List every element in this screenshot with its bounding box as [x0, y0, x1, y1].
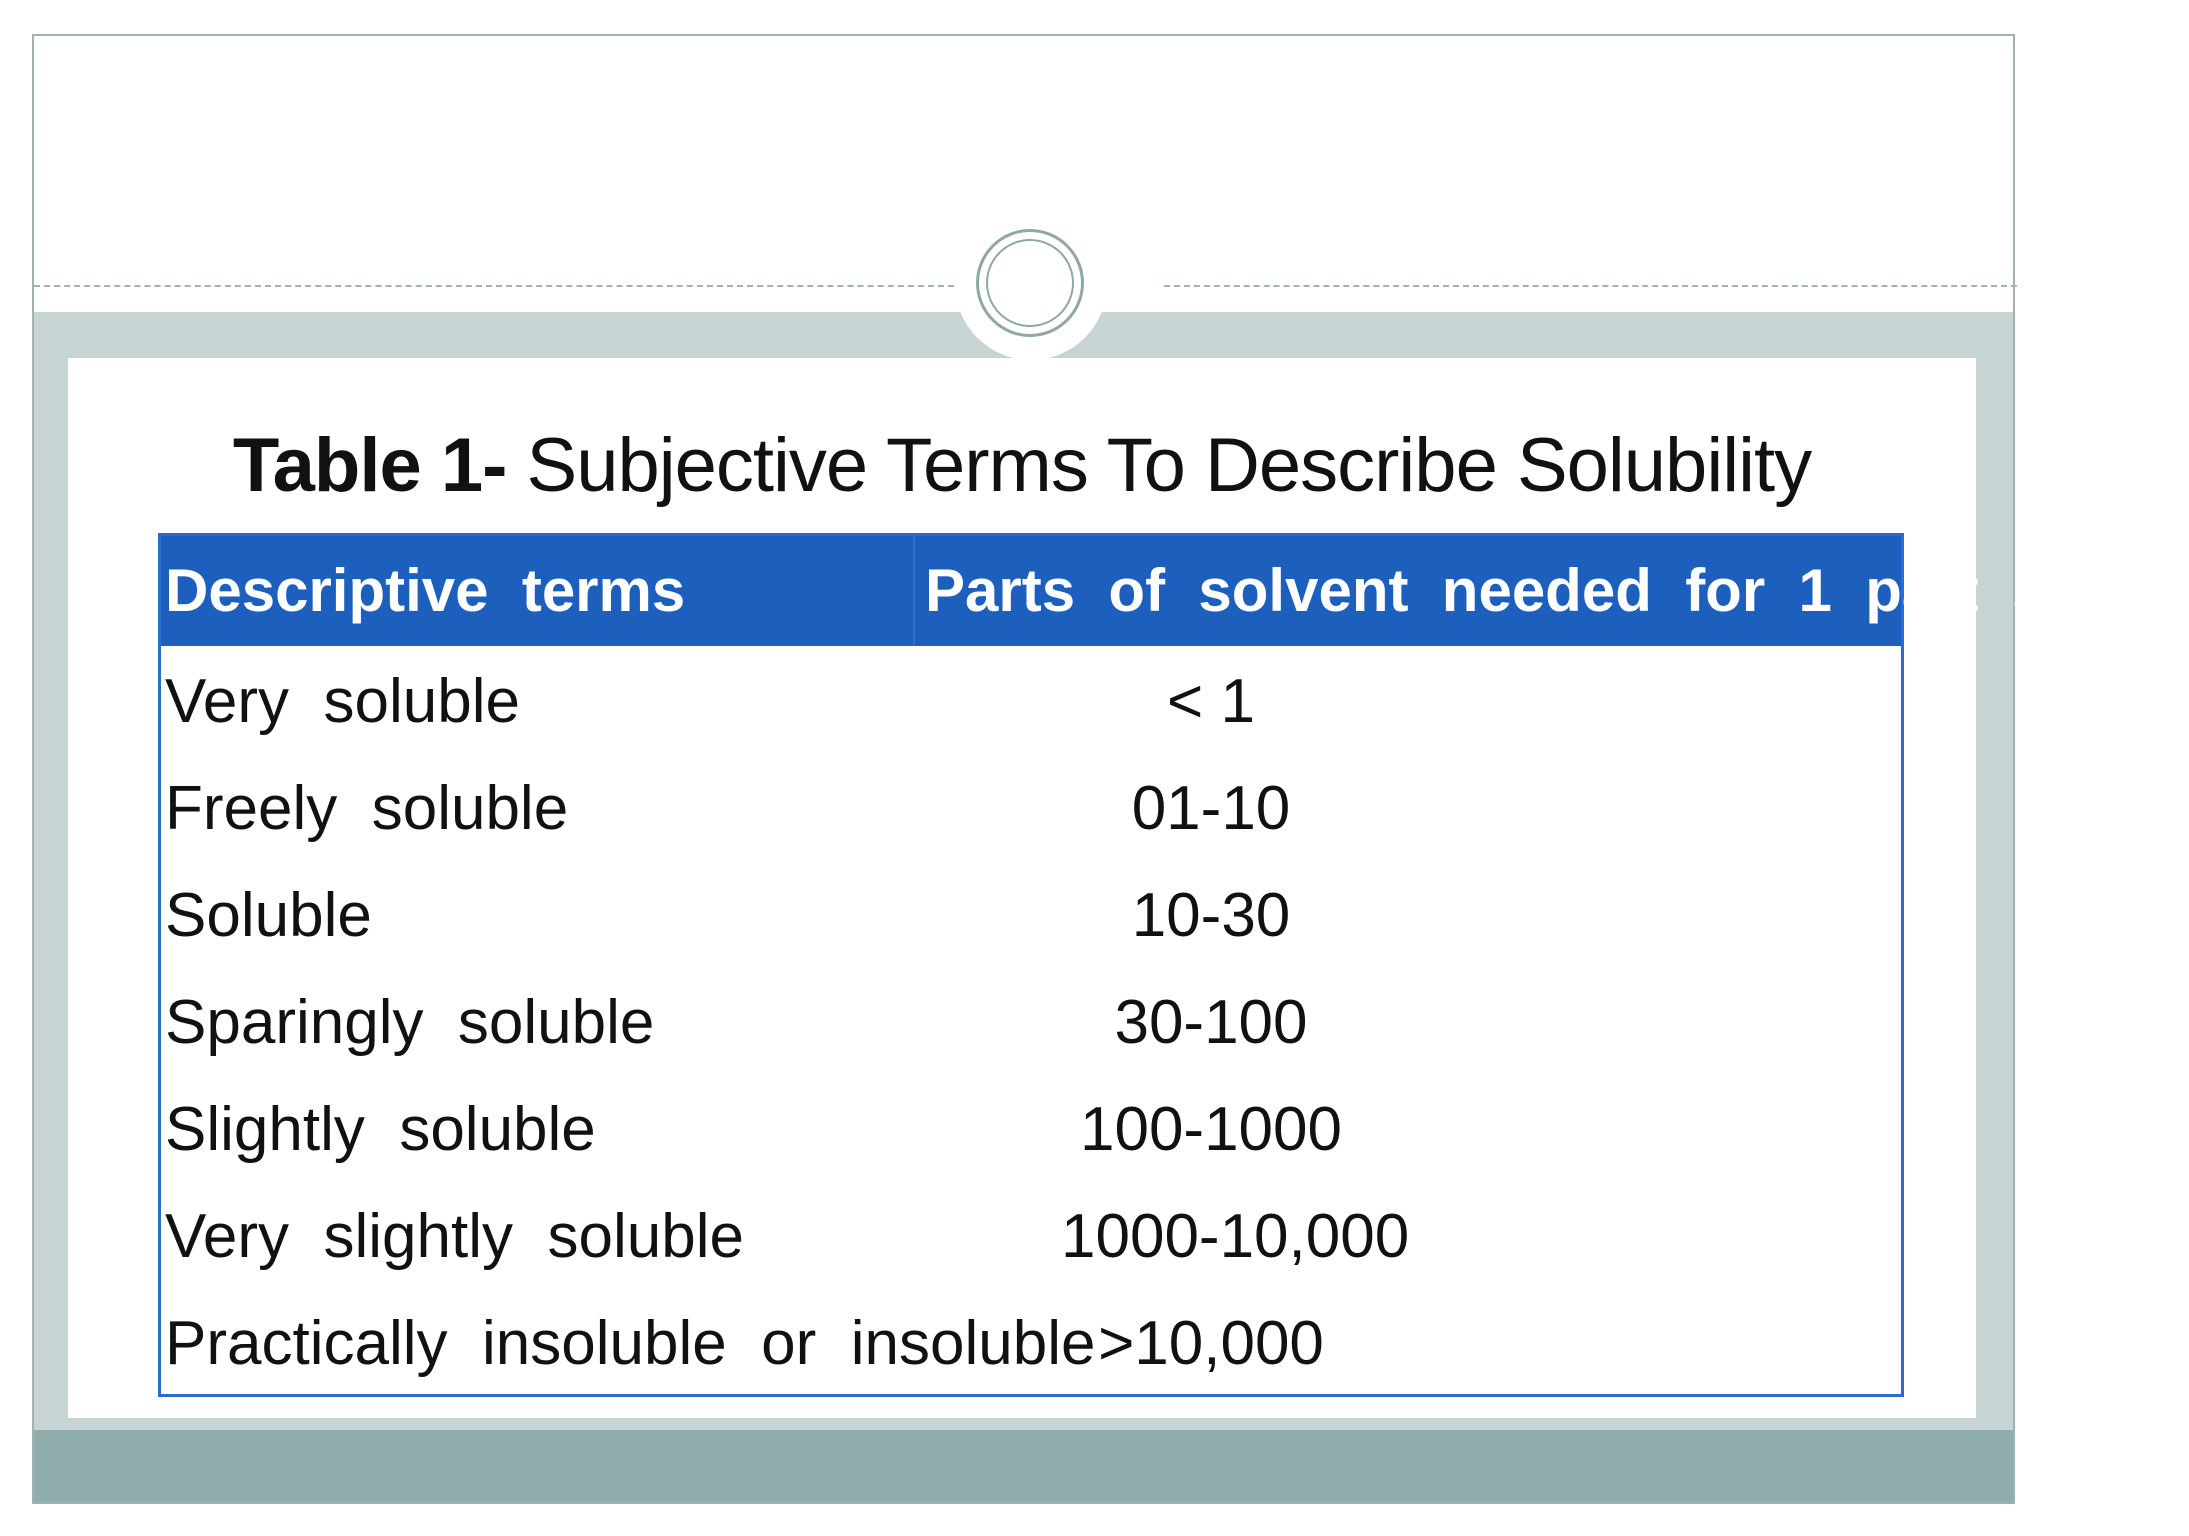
content-panel: [68, 358, 2189, 1418]
divider-line-right: [1164, 285, 2017, 287]
header-descriptive-terms: Descriptive terms: [165, 557, 686, 624]
circle-ornament-icon: [976, 229, 1084, 337]
table-row: [161, 969, 1901, 1076]
term-cell: Very slightly soluble: [165, 1202, 744, 1271]
parts-cell: 10-30: [1131, 881, 1291, 950]
table-row: [161, 755, 1901, 862]
circle-ornament-inner: [986, 239, 1074, 327]
slide: [32, 34, 2189, 1504]
table-title-number: Table 1-: [232, 423, 507, 508]
term-cell: Soluble: [165, 881, 372, 950]
table-title-text: Subjective Terms To Describe Solubility: [506, 423, 1812, 508]
table-header-row: [161, 536, 2189, 646]
table-body: [161, 648, 1901, 1397]
header-parts-of-solvent: Parts of solvent needed for 1 part solute: [913, 536, 2189, 646]
parts-cell: < 1: [1167, 667, 1255, 736]
parts-cell: 30-100: [1114, 988, 1308, 1057]
term-cell: Practically insoluble or insoluble: [165, 1309, 1096, 1378]
table-row: [161, 1290, 1901, 1397]
table-row: [161, 1076, 1901, 1183]
footer-band: [34, 1430, 2013, 1502]
parts-cell: 100-1000: [1079, 1095, 1343, 1164]
term-cell: Very soluble: [165, 667, 520, 736]
parts-cell: 1000-10,000: [1061, 1202, 1410, 1271]
table-row: [161, 648, 1901, 755]
solubility-table: [158, 533, 2189, 1397]
table-title: [68, 422, 1976, 509]
table-row: [161, 862, 1901, 969]
table-row: [161, 1183, 1901, 1290]
term-cell: Sparingly soluble: [165, 988, 655, 1057]
parts-cell: >10,000: [1098, 1309, 1324, 1378]
parts-cell: 01-10: [1131, 774, 1291, 843]
term-cell: Slightly soluble: [165, 1095, 596, 1164]
divider-line-left: [34, 285, 964, 287]
term-cell: Freely soluble: [165, 774, 569, 843]
